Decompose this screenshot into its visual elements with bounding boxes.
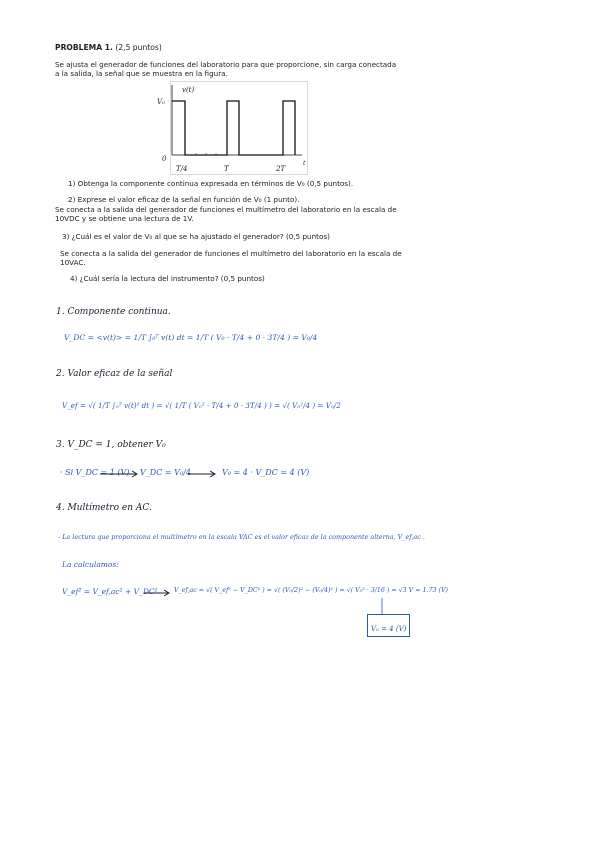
problem-points: (2,5 puntos)	[115, 43, 162, 52]
arrow-3a	[100, 470, 140, 478]
question-3: 3) ¿Cuál es el valor de V₀ al que se ha ajustado el generador? (0,5 puntos)	[62, 232, 330, 241]
arrow-3b	[188, 470, 218, 478]
figure-y-label: v(t)	[182, 86, 195, 94]
tick-label-2t: 2T	[276, 165, 286, 173]
equation-3b: V_DC = V₀/4	[140, 468, 191, 477]
arrow-4	[144, 589, 172, 597]
question-4: 4) ¿Cuál sería la lectura del instrumento? (0,5 puntos)	[70, 274, 265, 283]
heading-3: 3. V_DC = 1, obtener V₀	[56, 440, 166, 450]
heading-4: 4. Multímetro en AC.	[56, 503, 152, 513]
intro-line-1: Se ajusta el generador de funciones del laboratorio para que proporcione, sin carga conectada	[55, 60, 397, 69]
equation-2: V_ef = √( 1/T ∫₀ᵀ v(t)² dt ) = √( 1/T ( V₀² · T/4 + 0 · 3T/4 ) ) = √( V₀²/4 ) = V₀/2	[62, 401, 341, 410]
figure-t-label: t	[303, 160, 306, 167]
signal-figure	[157, 81, 308, 175]
question-1: 1) Obtenga la componente continua expresada en términos de V₀ (0,5 puntos).	[68, 179, 354, 188]
equation-3c: V₀ = 4 · V_DC = 4 (V)	[222, 468, 310, 477]
intro-line-2: a la salida, la señal que se muestra en la figura.	[55, 69, 228, 78]
heading-2: 2. Valor eficaz de la señal	[56, 369, 173, 379]
figure-origin: 0	[162, 155, 167, 163]
equation-4a: V_ef² = V_ef,ac² + V_DC²	[62, 587, 158, 596]
problem-title-label: PROBLEMA 1.	[55, 43, 113, 52]
heading-1: 1. Componente continua.	[56, 307, 171, 317]
text4-line-1: Se conecta a la salida del generador de funciones el multímetro del laboratorio en la escala de	[60, 249, 402, 258]
note-line-1: - La lectura que proporciona el multímetro en la escala VAC es el valor eficaz de la componente alterna, V_ef,ac .	[58, 533, 425, 541]
equation-4b: V_ef,ac = √( V_ef² − V_DC² ) = √( (V₀/2)² − (V₀/4)² ) = √( V₀² · 3/16 ) = √3 V ≈ 1.73 (V)	[174, 587, 448, 594]
tick-label-t4: T/4	[176, 165, 188, 173]
answer-box-text: V₀ = 4 (V)	[371, 625, 407, 633]
note-line-2: La calculamos:	[62, 560, 119, 569]
problem-title	[55, 44, 162, 52]
figure-v-label: V₀	[157, 98, 165, 106]
equation-3a: · Si V_DC = 1 (V)	[60, 468, 130, 477]
equation-1: V_DC = <v(t)> = 1/T ∫₀ᵀ v(t) dt = 1/T ( V₀ · T/4 + 0 · 3T/4 ) = V₀/4	[64, 333, 318, 342]
tick-label-t: T	[224, 165, 229, 173]
text3-line-2: 10VDC y se obtiene una lectura de 1V.	[55, 214, 194, 223]
text3-line-1: Se conecta a la salida del generador de funciones el multímetro del laboratorio en la escala de	[55, 205, 397, 214]
answer-box	[367, 614, 410, 637]
question-2: 2) Exprese el valor eficaz de la señal en función de V₀ (1 punto).	[68, 195, 300, 204]
text4-line-2: 10VAC.	[60, 258, 86, 267]
